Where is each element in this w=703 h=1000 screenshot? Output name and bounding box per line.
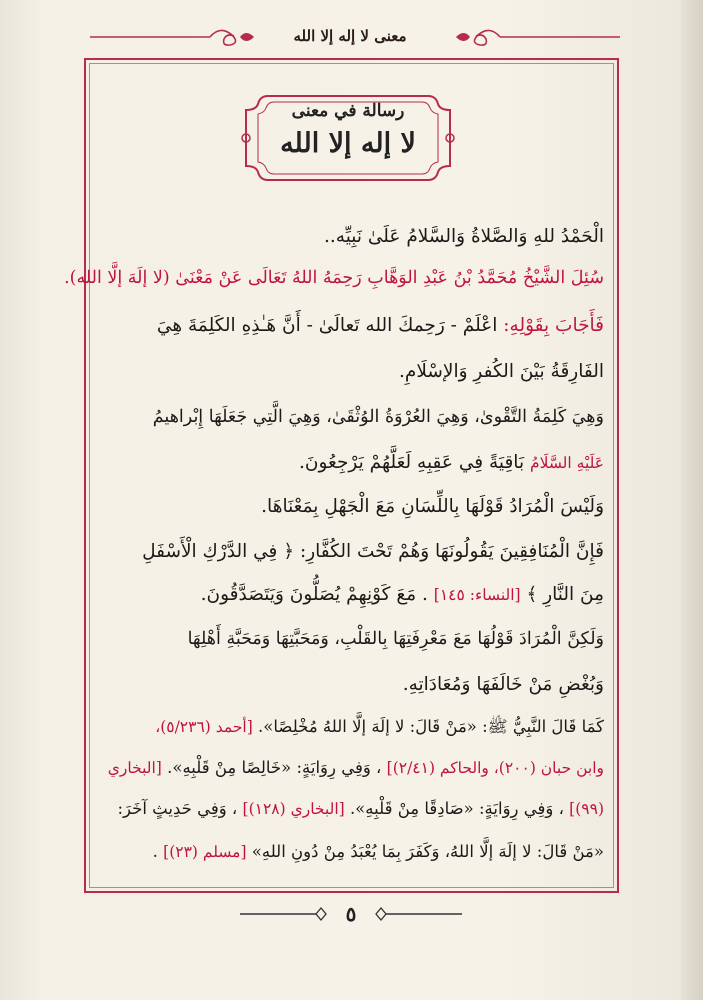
quran-quote-start: ﴿ فِي الدَّرْكِ الْأَسْفَلِ xyxy=(142,541,295,562)
text-line-15 xyxy=(96,842,604,861)
reference-muslim: [مسلم (٢٣)] xyxy=(163,843,247,861)
hadith-4: «مَنْ قَالَ: لا إلَهَ إلَّا اللهُ، وَكَفَرَ بِمَا يُعْبَدُ مِنْ دُونِ اللهِ» xyxy=(251,842,604,861)
text-line-6-rest: بَاقِيَةً فِي عَقِبِهِ لَعَلَّهُمْ يَرْجِعُونَ. xyxy=(299,452,525,473)
quran-quote-end: مِنَ النَّارِ ﴾ xyxy=(526,584,604,605)
text-line-11: وَبُغْضِ مَنْ خَالَفَهَا وَمُعَادَاتِهِ. xyxy=(402,674,604,695)
text-line-15-end: . xyxy=(152,842,158,861)
honorific: عَلَيْهِ السَّلَامُ xyxy=(530,454,604,472)
title-subtitle: رسالة في معنى xyxy=(291,101,405,121)
reference-ahmad: [أحمد (٥/٢٣٦)، xyxy=(155,718,253,736)
text-line-7: وَلَيْسَ الْمُرَادُ قَوْلَهَا بِاللِّسَانِ مَعَ الْجَهْلِ بِمَعْنَاهَا. xyxy=(261,496,604,517)
text-line-8-a: فَإِنَّ الْمُنَافِقِينَ يَقُولُونَهَا وَهُمْ تَحْتَ الكُفَّارِ: xyxy=(299,541,604,562)
text-line-1: الْحَمْدُ للهِ وَالصَّلاةُ وَالسَّلامُ عَلَىٰ نَبِيِّه.. xyxy=(324,226,604,247)
text-line-5: وَهِيَ كَلِمَةُ التَّقْوىٰ، وَهِيَ العُرْوَةُ الوُثْقَىٰ، وَهِيَ الَّتِي جَعَلَهَا إِبْراهيمُ xyxy=(152,407,604,427)
hadith-3: ، وَفِي رِوَايَةٍ: «صَادِقًا مِنْ قَلْبِهِ». xyxy=(349,799,564,818)
text-line-4: الفَارِقَةُ بَيْنَ الكُفرِ وَالإسْلَامِ. xyxy=(399,361,604,382)
text-line-6 xyxy=(96,452,604,473)
hadith-1: كَمَا قَالَ النَّبِيُّ ﷺ: «مَنْ قَالَ: لا إلَهَ إلَّا اللهُ مُخْلِصًا». xyxy=(258,717,604,736)
text-line-13 xyxy=(96,758,604,777)
answer-text: اعْلَمْ - رَحِمكَ الله تَعالَىٰ - أَنَّ هَـٰذِهِ الكَلِمَةَ هِيَ xyxy=(156,315,498,336)
running-title: معنى لا إله إلا الله xyxy=(293,27,407,45)
text-line-9 xyxy=(96,584,604,605)
reference-bukhari-128: [البخاري (١٢٨)] xyxy=(242,800,345,818)
text-line-2: سُئِلَ الشَّيْخُ مُحَمَّدُ بْنُ عَبْدِ الوَهَّابِ رَحِمَهُ اللهُ تَعَالَى عَنْ مَعْنَىٰ (لا إلَهَ إلَّا الله). xyxy=(64,268,604,288)
title-main: لا إله إلا الله xyxy=(280,128,416,159)
text-line-10: وَلَكِنَّ الْمُرَادَ قَوْلُهَا مَعَ مَعْرِفَتِهَا بِالقَلْبِ، وَمَحَبَّتِهَا وَمَحَبَّةِ أَهْلِهَا xyxy=(187,629,604,649)
page-number: ٥ xyxy=(345,902,357,926)
text-line-14 xyxy=(96,799,604,818)
reference-bukhari-99: (٩٩)] xyxy=(569,800,604,818)
book-spine xyxy=(681,0,703,1000)
answer-intro: فَأَجَابَ بِقَوْلِهِ: xyxy=(503,315,604,336)
hadith-2: ، وَفِي رِوَايَةٍ: «خَالِصًا مِنْ قَلْبِهِ». xyxy=(167,758,382,777)
text-line-3 xyxy=(96,315,604,336)
header-ornament-right xyxy=(450,26,620,48)
text-line-9-rest: . مَعَ كَوْنِهِمْ يُصَلُّونَ وَيَتَصَدَّقُونَ. xyxy=(200,584,428,605)
text-line-12 xyxy=(96,717,604,741)
text-line-8 xyxy=(96,541,604,562)
quran-reference: [النساء: ١٤٥] xyxy=(433,586,521,604)
hadith-4-intro: ، وَفِي حَدِيثٍ آخَرَ: xyxy=(117,799,238,818)
reference-bukhari-a: [البخاري xyxy=(107,759,162,777)
reference-ibn-hibban: وابن حبان (٢٠٠)، والحاكم (٢/٤١)] xyxy=(386,759,604,777)
